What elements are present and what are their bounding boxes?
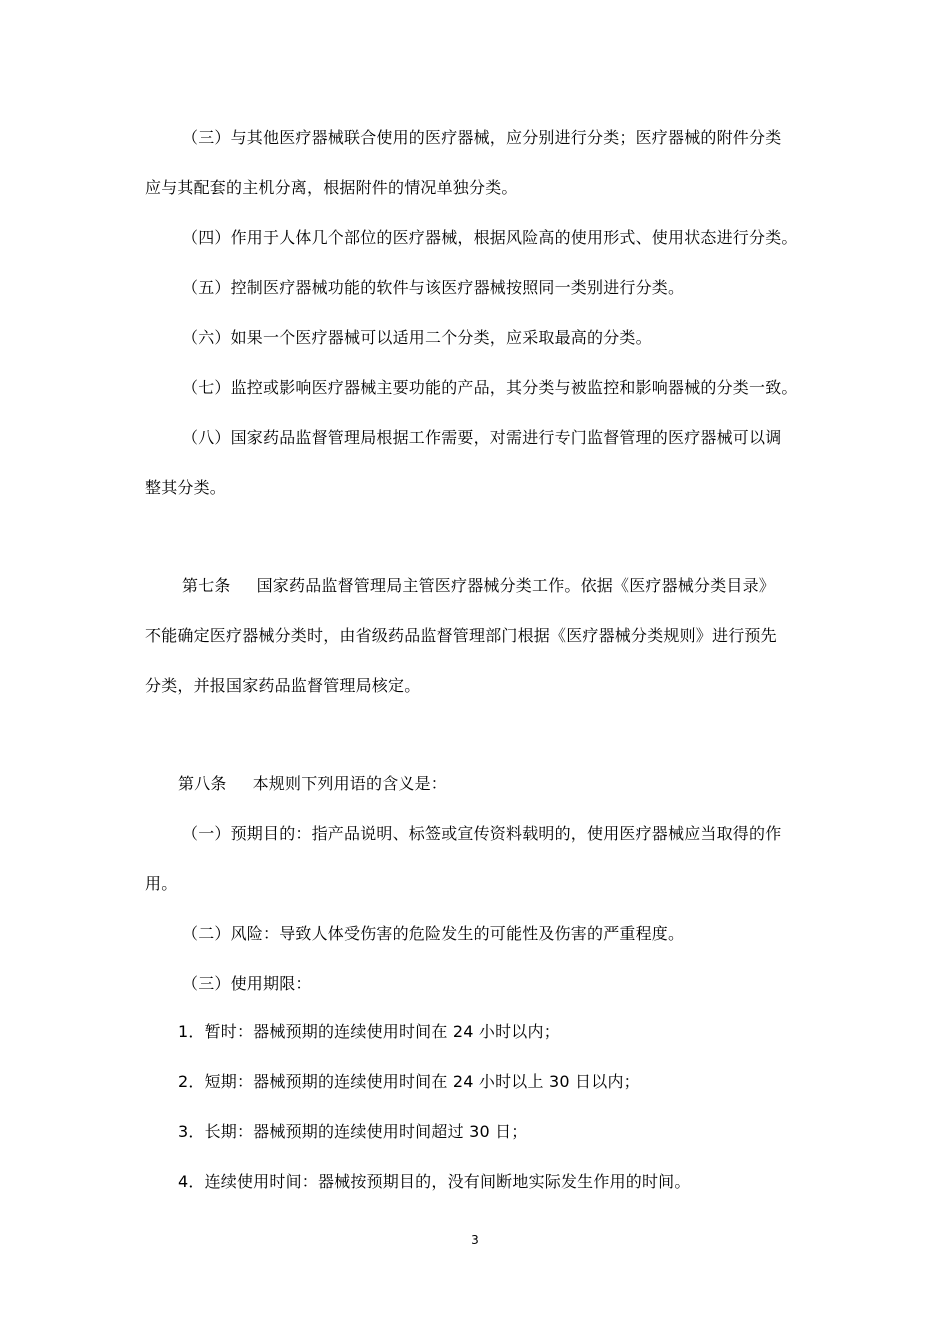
paragraph-line: （八）国家药品监督管理局根据工作需要，对需进行专门监督管理的医疗器械可以调 (182, 428, 782, 447)
paragraph-line: （七）监控或影响医疗器械主要功能的产品，其分类与被监控和影响器械的分类一致。 (182, 378, 798, 397)
paragraph-line: 整其分类。 (145, 478, 227, 497)
paragraph-line: （一）预期目的：指产品说明、标签或宣传资料载明的，使用医疗器械应当取得的作 (182, 824, 782, 843)
paragraph-line: 不能确定医疗器械分类时，由省级药品监督管理部门根据《医疗器械分类规则》进行预先 (145, 626, 777, 645)
list-item: 4．连续使用时间：器械按预期目的，没有间断地实际发生作用的时间。 (178, 1172, 691, 1191)
list-item: 2．短期：器械预期的连续使用时间在 24 小时以上 30 日以内； (178, 1072, 640, 1091)
paragraph-line: （三）使用期限： (182, 974, 312, 993)
article-7-label: 第七条 (182, 576, 231, 595)
paragraph-line: （二）风险：导致人体受伤害的危险发生的可能性及伤害的严重程度。 (182, 924, 685, 943)
paragraph-line: （四）作用于人体几个部位的医疗器械，根据风险高的使用形式、使用状态进行分类。 (182, 228, 798, 247)
paragraph-line: 用。 (145, 874, 178, 893)
paragraph-line: 分类，并报国家药品监督管理局核定。 (145, 676, 421, 695)
paragraph-line: （五）控制医疗器械功能的软件与该医疗器械按照同一类别进行分类。 (182, 278, 685, 297)
list-item: 1．暂时：器械预期的连续使用时间在 24 小时以内； (178, 1022, 560, 1041)
paragraph-line: 应与其配套的主机分离，根据附件的情况单独分类。 (145, 178, 518, 197)
article-8-first-line (178, 774, 447, 794)
paragraph-line: （三）与其他医疗器械联合使用的医疗器械，应分别进行分类；医疗器械的附件分类 (182, 128, 782, 147)
article-8-text: 本规则下列用语的含义是： (252, 774, 448, 793)
article-7-text: 国家药品监督管理局主管医疗器械分类工作。依据《医疗器械分类目录》 (256, 576, 776, 595)
paragraph-line: （六）如果一个医疗器械可以适用二个分类，应采取最高的分类。 (182, 328, 652, 347)
list-item: 3．长期：器械预期的连续使用时间超过 30 日； (178, 1122, 528, 1141)
article-8-label: 第八条 (178, 774, 227, 793)
article-7-first-line (182, 576, 775, 596)
page-number: 3 (471, 1233, 479, 1247)
